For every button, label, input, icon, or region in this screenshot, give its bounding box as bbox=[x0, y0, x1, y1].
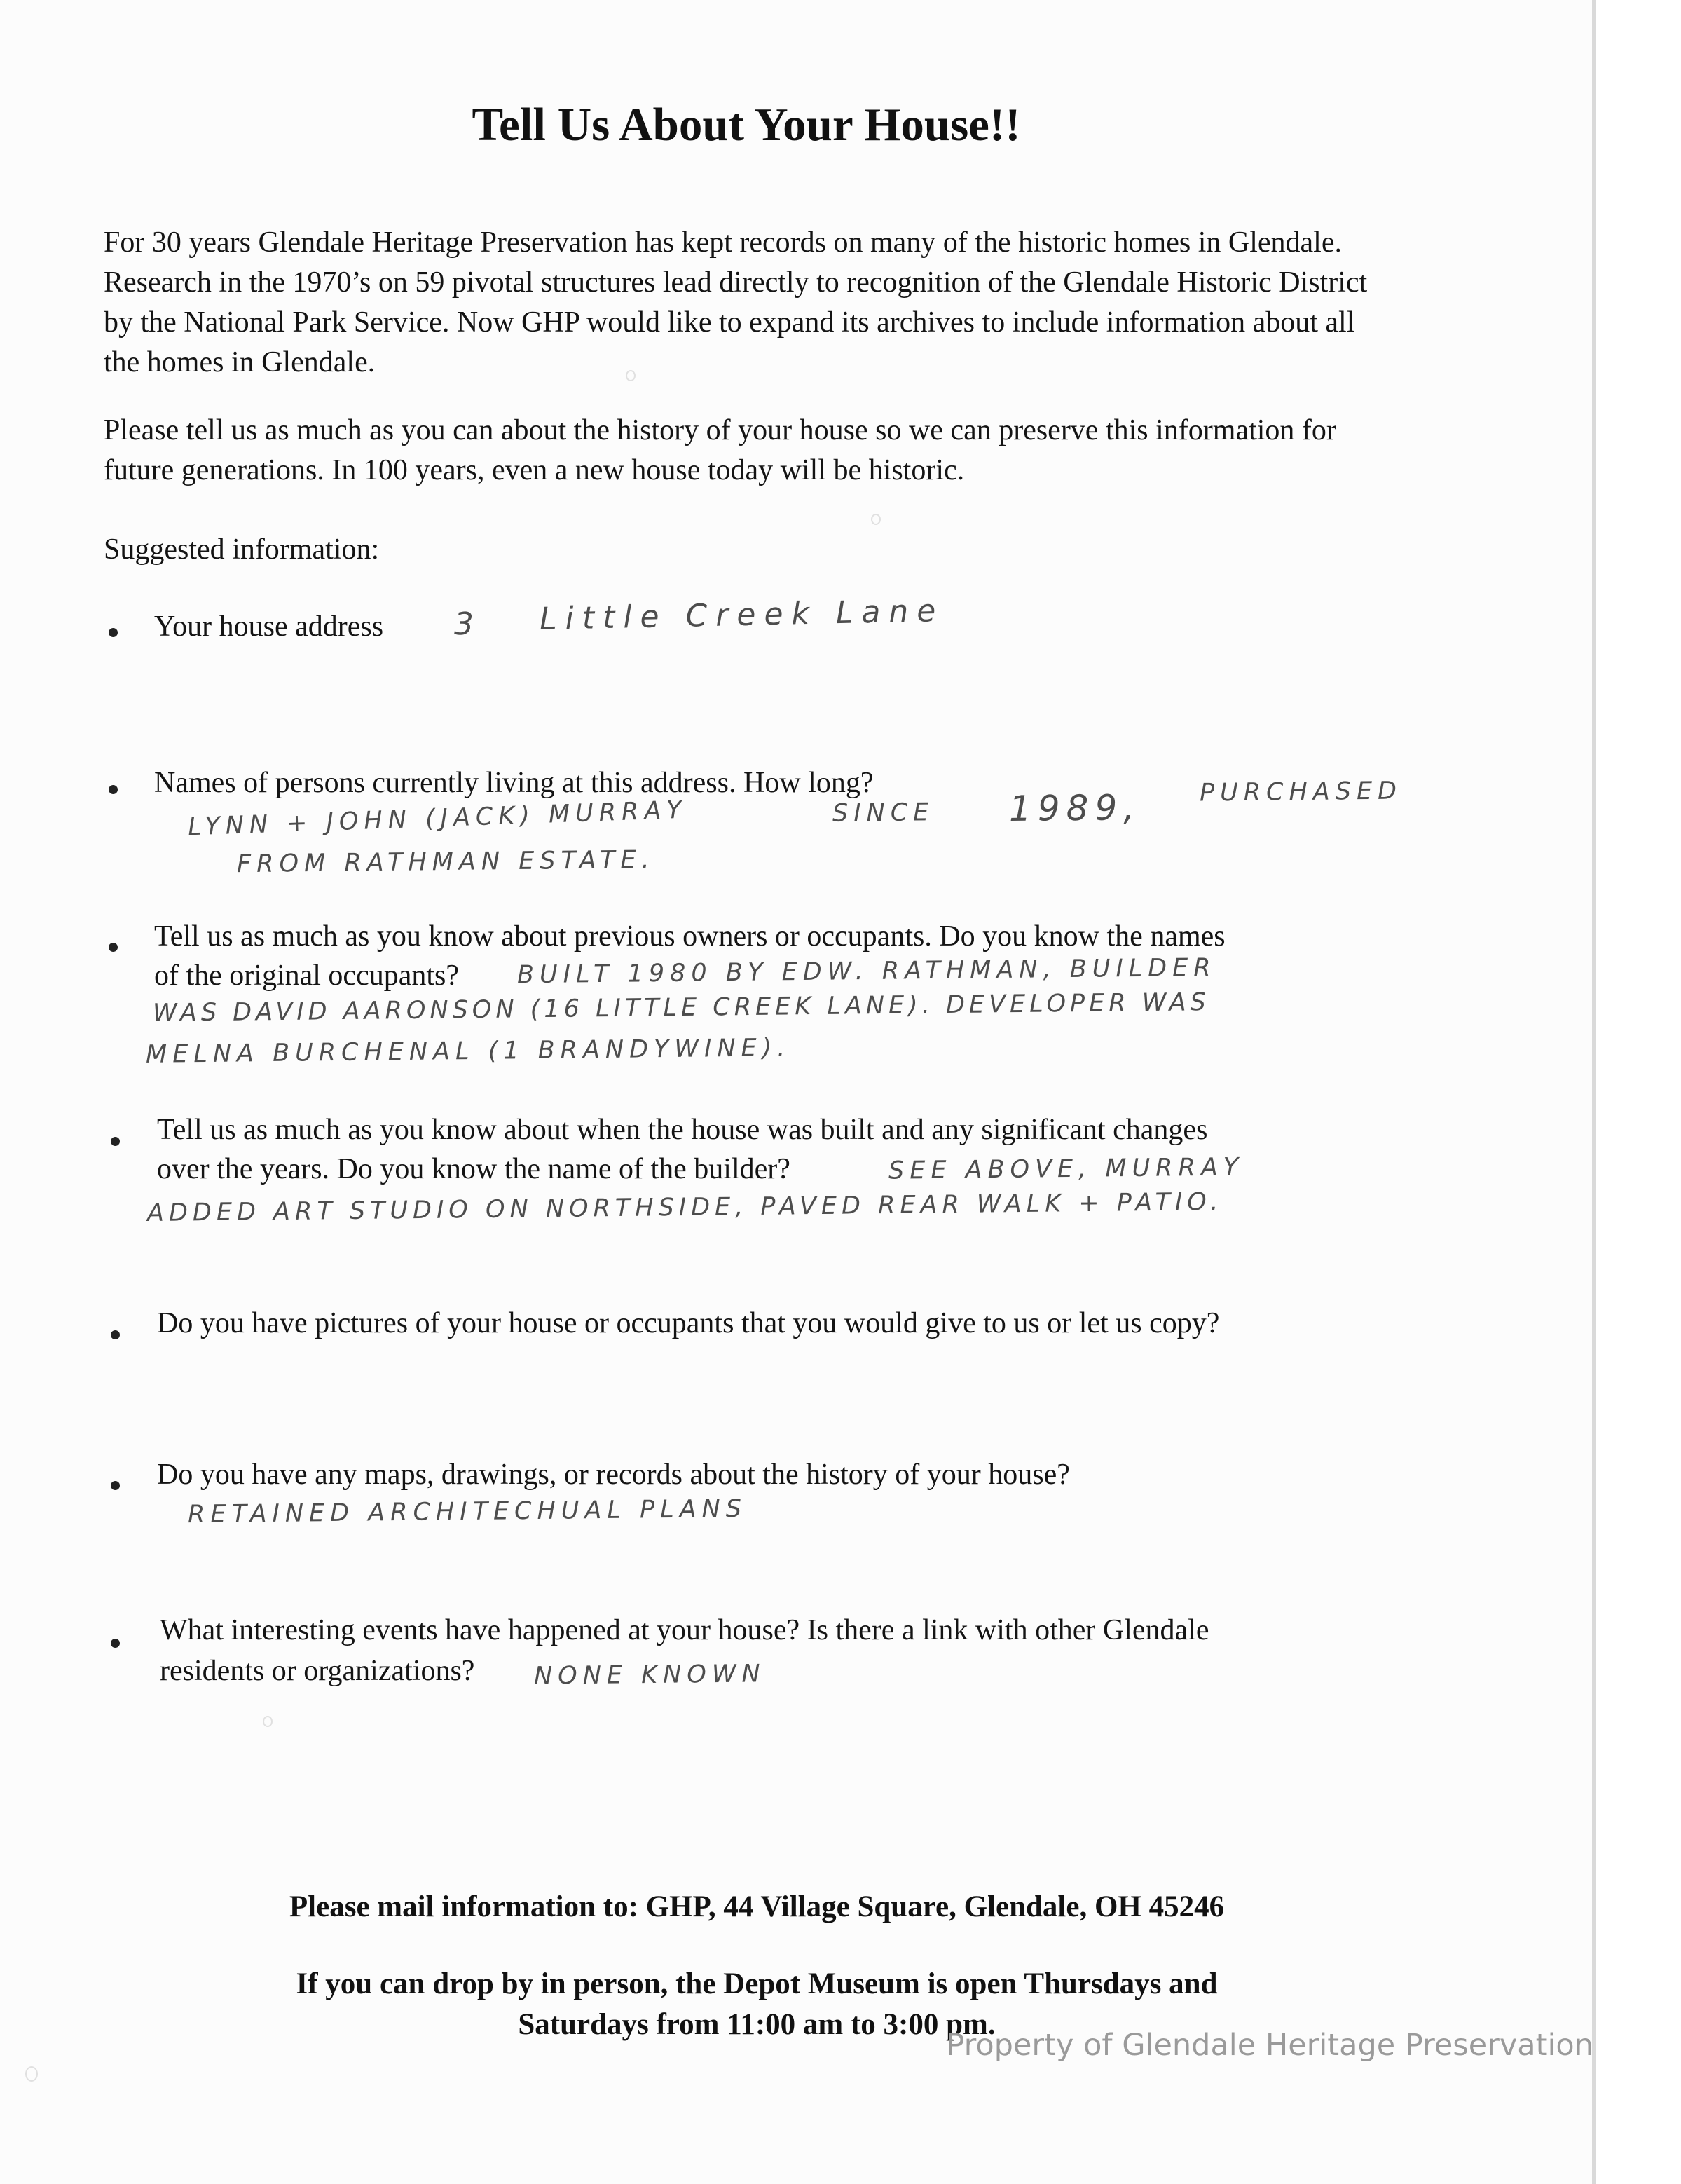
bullet-icon bbox=[111, 1330, 120, 1339]
address-answer-street: Little Creek Lane bbox=[539, 592, 945, 638]
mail-info: Please mail information to: GHP, 44 Village Square, Glendale, OH 45246 bbox=[289, 1890, 1225, 1923]
previous-owners-label-line1: Tell us as much as you know about previous owners or occupants. Do you know the names bbox=[154, 920, 1226, 953]
events-label-line2: residents or organizations? bbox=[160, 1655, 475, 1687]
bullet-icon bbox=[111, 1481, 120, 1490]
residents-answer-purchased: PURCHASED bbox=[1199, 777, 1403, 807]
previous-owners-label-line2: of the original occupants? bbox=[154, 960, 460, 992]
previous-owners-answer-line2: WAS DAVID AARONSON (16 LITTLE CREEK LANE). DEVELOPER WAS bbox=[152, 988, 1210, 1028]
bullet-icon bbox=[109, 628, 118, 637]
bullet-icon bbox=[109, 785, 118, 794]
bullet-icon bbox=[109, 943, 118, 952]
records-answer: RETAINED ARCHITECHUAL PLANS bbox=[187, 1494, 748, 1529]
bullet-icon bbox=[111, 1137, 120, 1146]
records-label: Do you have any maps, drawings, or records about the history of your house? bbox=[157, 1459, 1070, 1491]
previous-owners-answer-line1: BUILT 1980 BY EDW. RATHMAN, BUILDER bbox=[516, 953, 1216, 990]
construction-answer-line1: SEE ABOVE, MURRAY bbox=[888, 1153, 1244, 1185]
residents-answer-names: LYNN + JOHN (JACK) MURRAY bbox=[187, 796, 688, 842]
construction-answer-line2: ADDED ART STUDIO ON NORTHSIDE, PAVED REAR WALK + PATIO. bbox=[146, 1187, 1223, 1228]
events-answer: NONE KNOWN bbox=[533, 1660, 766, 1691]
scan-speck bbox=[871, 514, 881, 525]
residents-answer-year: 1989, bbox=[1008, 787, 1141, 829]
residents-label: Names of persons currently living at this address. How long? bbox=[154, 767, 874, 799]
watermark: Property of Glendale Heritage Preservation bbox=[946, 2028, 1593, 2063]
scan-speck bbox=[263, 1716, 273, 1727]
visit-info-line1: If you can drop by in person, the Depot Museum is open Thursdays and bbox=[296, 1967, 1218, 2000]
request-paragraph: Please tell us as much as you can about the history of your house so we can preserve this information for future generations. In 100 years, even a new house today will be historic. bbox=[104, 414, 1336, 486]
construction-label-line2: over the years. Do you know the name of the builder? bbox=[157, 1153, 790, 1185]
page-title: Tell Us About Your House!! bbox=[472, 99, 1021, 151]
intro-paragraph: For 30 years Glendale Heritage Preservation has kept records on many of the historic homes in Glendale. Research in the 1970’s on 59 pivotal structures lead directly to recognition of the Glendale Historic District by the National Park Service. Now GHP would like to expand its archives to include information about all the homes in Glendale. bbox=[104, 226, 1368, 378]
previous-owners-answer-line3: MELNA BURCHENAL (1 BRANDYWINE). bbox=[145, 1034, 791, 1069]
address-answer-number: 3 bbox=[453, 606, 483, 643]
visit-info-line2: Saturdays from 11:00 am to 3:00 pm. bbox=[518, 2008, 996, 2041]
events-label-line1: What interesting events have happened at your house? Is there a link with other Glendale bbox=[160, 1614, 1209, 1646]
scan-speck bbox=[25, 2066, 38, 2082]
construction-label-line1: Tell us as much as you know about when the house was built and any significant changes bbox=[157, 1114, 1208, 1146]
page-edge bbox=[1592, 0, 1596, 2184]
bullet-icon bbox=[111, 1639, 120, 1648]
residents-answer-since: SINCE bbox=[832, 798, 935, 828]
pictures-label: Do you have pictures of your house or occupants that you would give to us or let us copy? bbox=[157, 1307, 1220, 1339]
suggested-heading: Suggested information: bbox=[104, 533, 380, 566]
residents-answer-line2: FROM RATHMAN ESTATE. bbox=[236, 845, 655, 879]
address-label: Your house address bbox=[154, 610, 384, 643]
